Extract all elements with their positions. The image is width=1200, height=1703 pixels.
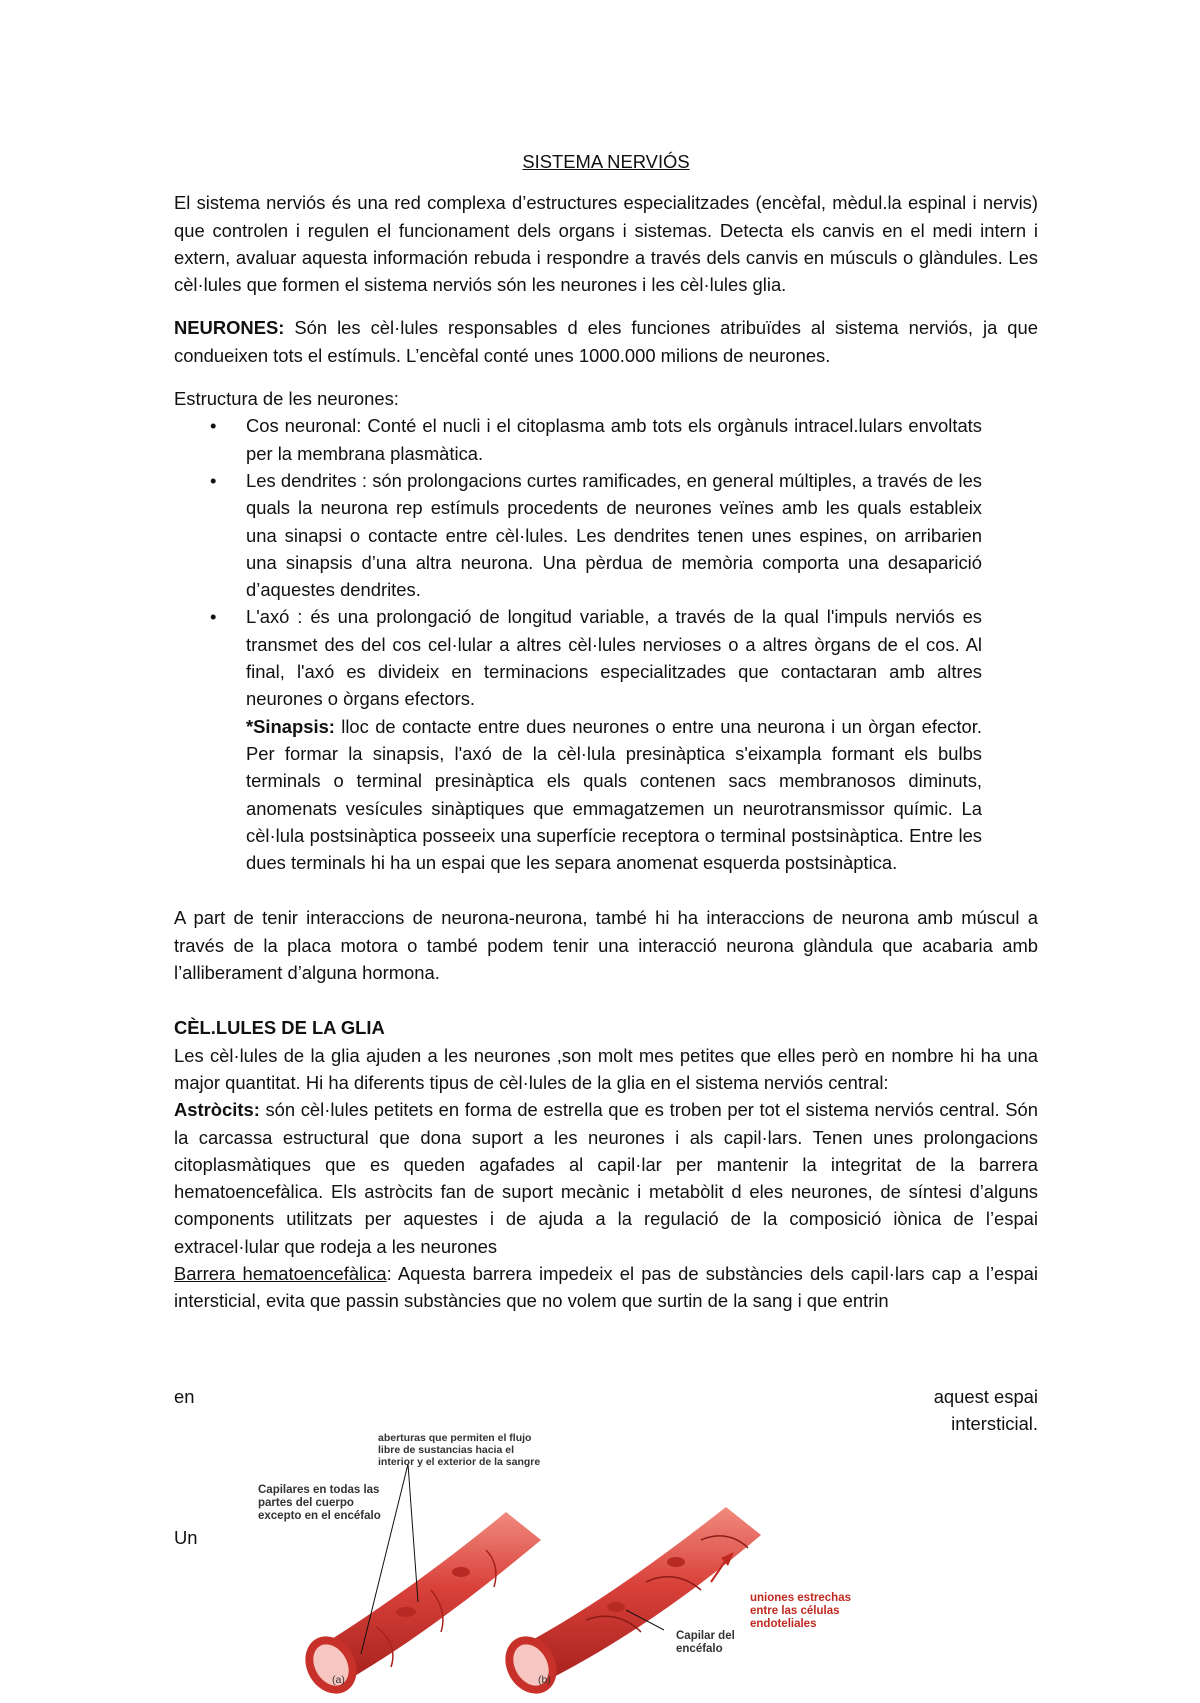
word-intersticial: intersticial. <box>951 1413 1038 1434</box>
sinapsis-paragraph <box>174 713 1038 877</box>
barrera-paragraph: Barrera hematoencefàlica: Aquesta barrera impedeix el pas de substàncies dels capil·lars cap a l’espai intersticial, evita que passin substàncies que no volem que surtin de la sang i que entrin <box>174 1262 1038 1312</box>
glia-heading: CÈL.LULES DE LA GLIA <box>174 1017 385 1039</box>
list-item: • Cos neuronal: Conté el nucli i el citoplasma amb tots els orgànuls intracel.lulars envoltats per la membrana plasmàtica. <box>174 412 1038 467</box>
astrocits-label: Astròcits: <box>174 1099 260 1121</box>
figure-label-bottom: Capilar del encéfalo <box>676 1630 735 1655</box>
sinapsis-label: *Sinapsis: <box>246 715 335 737</box>
word-un: Un <box>174 1527 198 1548</box>
glia-intro: Les cèl·lules de la glia ajuden a les neurones ,son molt mes petites que elles però en nombre hi ha una major quantitat. Hi ha diferents tipus de cèl·lules de la glia en el sistema nerviós central: <box>174 1044 1038 1093</box>
bullet-icon: • <box>210 415 217 437</box>
neurones-text: Són les cèl·lules responsables d eles funciones atribuïdes al sistema nerviós, ja que condueixen tots el estímuls. L’encèfal conté unes 1000.000 milions de neurones. <box>174 317 1038 366</box>
list-item: • Les dendrites : són prolongacions curtes ramificades, en general múltiples, a través de les quals la neurona rep estímuls procedents de neurones veïnes amb les quals estableix una sinapsi o contacte entre cèl·lules. Les dendrites tenen unes espines, on arribarien una sinapsis d’una altra neurona. Una pèrdua de memòria comporta una desaparició d’aquestes dendrites. <box>174 467 1038 603</box>
capillary-a <box>295 1512 541 1698</box>
pointer-line <box>408 1464 418 1602</box>
caption-b: (b) <box>538 1674 551 1686</box>
page-title: SISTEMA NERVIÓS <box>522 151 690 172</box>
barrera-label: Barrera hematoencefàlica <box>174 1262 387 1284</box>
neuron-structure-list <box>174 412 1038 712</box>
bullet-icon: • <box>210 606 217 628</box>
neurones-paragraph <box>174 314 1038 369</box>
capillary-figure <box>256 1422 916 1698</box>
neurones-label: NEURONES: <box>174 317 285 339</box>
word-aquest-espai: aquest espai <box>933 1386 1038 1407</box>
astrocits-paragraph: Astròcits: són cèl·lules petitets en forma de estrella que es troben per tot el sistema nerviós central. Són la carcassa estructural que dona suport a les neurones i als capil·lars. Tenen unes prolongacions citoplasmàtiques que es queden agafades al capil·lar per mantenir la integritat de la barrera hematoencefàlica. Els astròcits fan de suport mecànic i metabòlit d eles neurones, de síntesi d’alguns components utilitzats per aquestes i de ajuda a la regulació de la composició iònica de l’espai extracel·lular que rodeja a les neurones <box>174 1099 1038 1257</box>
capillary-illustration <box>256 1422 916 1698</box>
list-item: • L'axó : és una prolongació de longitud variable, a través de la qual l'impuls nerviós es transmet des del cos cel·lular a altres cèl·lules nervioses o a altres òrgans de el cos. Al final, l'axó es divideix en terminacions especialitzades que contactaran amb altres neurones o òrgans efectors. <box>174 603 1038 712</box>
figure-label-left: Capilares en todas las partes del cuerpo excepto en el encéfalo <box>258 1484 381 1522</box>
bullet-icon: • <box>210 469 217 491</box>
estructura-heading: Estructura de les neurones: <box>174 388 399 410</box>
caption-a: (a) <box>332 1674 345 1686</box>
intro-paragraph: El sistema nerviós és una red complexa d’estructures especialitzades (encèfal, mèdul.la espinal i nervis) que controlen i regulen el funcionament dels organs i sistemas. Detecta els canvis en el medi intern i extern, avaluar aquesta información rebuda i respondre a través dels canvis en músculs o glàndules. Les cèl·lules que formen el sistema nerviós són les neurones i les cèl·lules glia. <box>174 192 1038 296</box>
document-body <box>174 148 1038 1315</box>
justified-line <box>174 1386 1038 1434</box>
sinapsis-text: lloc de contacte entre dues neurones o entre una neurona i un òrgan efector. Per formar la sinapsis, l'axó de la cèl·lula presinàptica s'eixampla formant els bulbs terminals o terminal presinàptica els quals contenen sacs membranosos diminuts, anomenats vesícules sinàptiques que emmagatzemen un neurotransmissor químic. La cèl·lula postsinàptica posseeix una superfície receptora o terminal postsinàptica. Entre les dues terminals hi ha un espai que les separa anomenat esquerda postsinàptica. <box>246 715 982 874</box>
word-en: en <box>174 1386 195 1407</box>
figure-label-right: uniones estrechas entre las células endoteliales <box>750 1592 851 1630</box>
interaccions-paragraph: A part de tenir interaccions de neurona-neurona, també hi ha interaccions de neurona amb múscul a través de la placa motora o també podem tenir una interacció neurona glàndula que acabaria amb l’alliberament d’alguna hormona. <box>174 907 1038 984</box>
figure-label-top: aberturas que permiten el flujo libre de sustancias hacia el interior y el exterior de la sangre <box>378 1432 541 1468</box>
